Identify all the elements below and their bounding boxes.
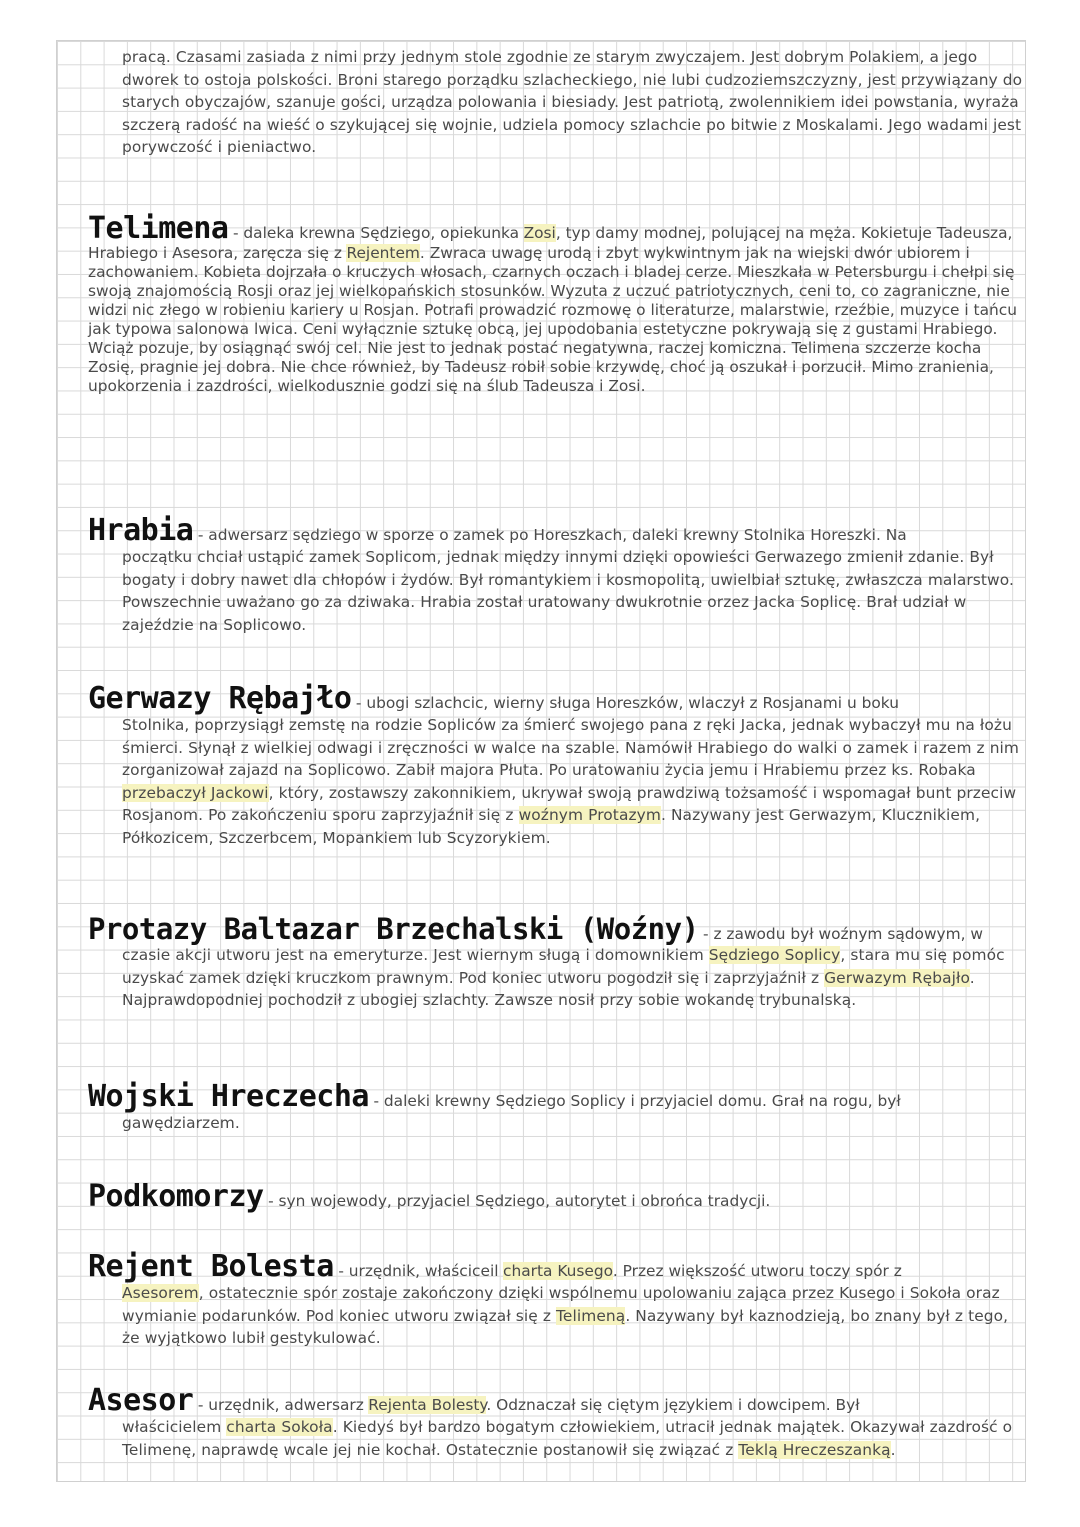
- description-part: , który, zostawszy zakonnikiem, ukrywał swoją prawdziwą tożsamość i wspomagał bunt przeciw Rosjanom. Po zakończeniu sporu zaprzyjaźnił się z: [122, 783, 1017, 825]
- character-name: Podkomorzy: [88, 1179, 264, 1214]
- character-description: początku chciał ustąpić zamek Soplicom, jednak między innymi dzięki opowieści Gerwazego zmienił zdanie. Był bogaty i dobry nawet dla chłopów i żydów. Był romantykiem i kosmopolitą, uwielbiał sztukę, zwłaszcza malarstwo. Powszechnie uważano go za dziwaka. Hrabia został uratowany dwukrotnie orzez Jacka Soplicę. Brał udział w zajeździe na Soplicowo.: [122, 548, 1014, 634]
- character-lead: - urzędnik, adwersarz: [197, 1396, 364, 1414]
- character-rejent: [88, 1249, 1023, 1350]
- highlight: Zosi: [523, 224, 556, 242]
- highlight: Gerwazym Rębajło: [824, 968, 970, 987]
- character-description: [88, 944, 1023, 1012]
- character-description: [88, 1416, 1023, 1461]
- highlight: Rejenta Bolesty: [368, 1396, 487, 1414]
- description-part: . Nazywany jest Gerwazym, Klucznikiem, Półkozicem, Szczerbcem, Mopankiem lub Scyzorykiem.: [122, 806, 981, 847]
- character-lead: - syn wojewody, przyjaciel Sędziego, autorytet i obrońca tradycji.: [268, 1192, 771, 1210]
- character-lead: - daleki krewny Sędziego Soplicy i przyjaciel domu. Grał na rogu, był: [373, 1092, 901, 1110]
- description-part: Stolnika, poprzysiągł zemstę na rodzie Sopliców za śmierć swojego pana z ręki Jacka, jednak wybaczył mu na łożu śmierci. Słynął z wielkiej odwagi i zręczności w walce na szable. Namówił Hrabiego do walki o zamek i razem z nim zorganizował zajazd na Soplicowo. Zabił majora Płuta. Po uratowaniu życia jemu i Hrabiemu przez ks. Robaka: [122, 716, 1020, 780]
- highlight: woźnym Protazym: [518, 806, 661, 825]
- highlight: Sędziego Soplicy: [708, 946, 841, 964]
- description-part: , typ damy modnej, polującej na męża. Kokietuje Tadeusza, Hrabiego i Asesora, zaręcza się z: [88, 224, 1013, 262]
- highlight: Teklą Hreczeszanką: [738, 1440, 891, 1459]
- character-name: Asesor: [88, 1383, 194, 1418]
- character-description: gawędziarzem.: [122, 1114, 240, 1132]
- character-name: Telimena: [88, 211, 229, 246]
- character-lead: - daleka krewna Sędziego, opiekunka: [232, 224, 520, 242]
- character-lead: - adwersarz sędziego w sporze o zamek po Horeszkach, daleki krewny Stolnika Horeszki. Na: [197, 526, 907, 544]
- character-name: Wojski Hreczecha: [88, 1079, 369, 1114]
- description-part: czasie akcji utworu jest na emeryturze. Jest wiernym sługą i domownikiem: [122, 946, 704, 964]
- character-lead: - ubogi szlachcic, wierny sługa Horeszków, wlaczył z Rosjanami u boku: [355, 694, 899, 712]
- character-lead: . Przez większość utworu toczy spór z: [612, 1262, 902, 1280]
- character-name: Rejent Bolesta: [88, 1249, 334, 1284]
- highlight: charta Sokoła: [226, 1418, 333, 1436]
- description-part: .: [890, 1440, 896, 1459]
- description-part: właścicielem: [122, 1418, 222, 1436]
- description-part: , stara mu się pomóc uzyskać zamek dzięki kruczkom prawnym. Pod koniec utworu pogodził się i zaprzyjaźnił z: [122, 946, 1005, 987]
- highlight: Rejentem: [346, 244, 420, 262]
- character-asesor: [88, 1383, 1023, 1461]
- description-part: . Nazywany był kaznodzieją, bo znany był z tego, że wyjątkowo lubił gestykulować.: [122, 1306, 1009, 1348]
- character-name: Gerwazy Rębajło: [88, 681, 352, 716]
- character-lead: - z zawodu był woźnym sądowym, w: [703, 925, 984, 943]
- intro-paragraph: [88, 46, 1023, 159]
- highlight: charta Kusego: [503, 1262, 613, 1280]
- description-part: , ostatecznie spór zostaje zakończony dzięki wspólnemu upolowaniu zająca przez Kusego i Sokoła oraz wymianie podarunków. Pod koniec utworu związał się z: [122, 1284, 1000, 1325]
- character-description: [88, 1282, 1023, 1350]
- description-part: . Kiedyś był bardzo bogatym człowiekiem, utracił jednak majątek. Okazywał zazdrość o Telimenę, naprawdę wcale jej nie kochał. Ostatecznie postanowił się związać z: [122, 1418, 1013, 1459]
- character-name: Protazy Baltazar Brzechalski (Woźny): [88, 912, 699, 946]
- character-telimena: [88, 211, 1023, 396]
- character-lead: - urzędnik, właściceil: [338, 1262, 499, 1280]
- character-protazy: [88, 914, 1023, 1012]
- intro-text: pracą. Czasami zasiada z nimi przy jednym stole zgodnie ze starym zwyczajem. Jest dobrym Polakiem, a jego dworek to ostoja polskości. Broni starego porządku szlacheckiego, nie lubi cudzoziemszczyzny, jest przywiązany do starych obyczajów, szanuje gości, urządza polowania i biesiady. Jest patriotą, zwolennikiem idei powstania, wyraża szczerą radość na wieść o szykującej się wojnie, udziela pomocy szlachcie po bitwie z Moskalami. Jego wadami jest porywczość i pieniactwo.: [122, 48, 1023, 157]
- highlight: Asesorem: [122, 1284, 199, 1302]
- highlight: Telimeną: [556, 1306, 626, 1325]
- description-part: . Najprawdopodniej pochodził z ubogiej szlachty. Zawsze nosił przy sobie wokandę trybunalską.: [122, 968, 975, 1010]
- character-description: [88, 714, 1023, 850]
- description-part: . Zwraca uwagę urodą i zbyt wykwintnym jak na wiejski dwór ubiorem i zachowaniem. Kobieta dojrzała o kruczych włosach, czarnych oczach i bladej cerze. Mieszkała w Petersburgu i chełpi się swoją znajomością Rosji oraz jej wielkopańskich stosunków. Wyzuta z uczuć patriotycznych, ceni to, co zagraniczne, nie widzi nic złego w robieniu kariery u Rosjan. Potrafi prowadzić rozmowę o literaturze, malarstwie, rzeźbie, muzyce i tańcu jak typowa salonowa lwica. Ceni wyłącznie sztukę obcą, jej upodobania estetyczne pokrywają się z gustami Hrabiego. Wciąż pozuje, by osiągnąć swój cel. Nie jest to jednak postać negatywna, raczej komiczna. Telimena szczerze kocha Zosię, pragnie jej dobra. Nie chce również, by Tadeusz robił sobie krzywdę, choć ją oszukał i porzucił. Mimo zranienia, upokorzenia i zazdrości, wielkodusznie godzi się na ślub Tadeusza i Zosi.: [88, 244, 1017, 395]
- character-gerwazy: [88, 681, 1023, 850]
- character-lead: . Odznaczał się ciętym językiem i dowcipem. Był: [486, 1396, 860, 1414]
- character-podkomorzy: [88, 1179, 1023, 1214]
- highlight: przebaczył Jackowi: [122, 783, 269, 802]
- character-name: Hrabia: [88, 513, 194, 548]
- character-wojski: [88, 1079, 1023, 1135]
- character-hrabia: [88, 513, 1023, 636]
